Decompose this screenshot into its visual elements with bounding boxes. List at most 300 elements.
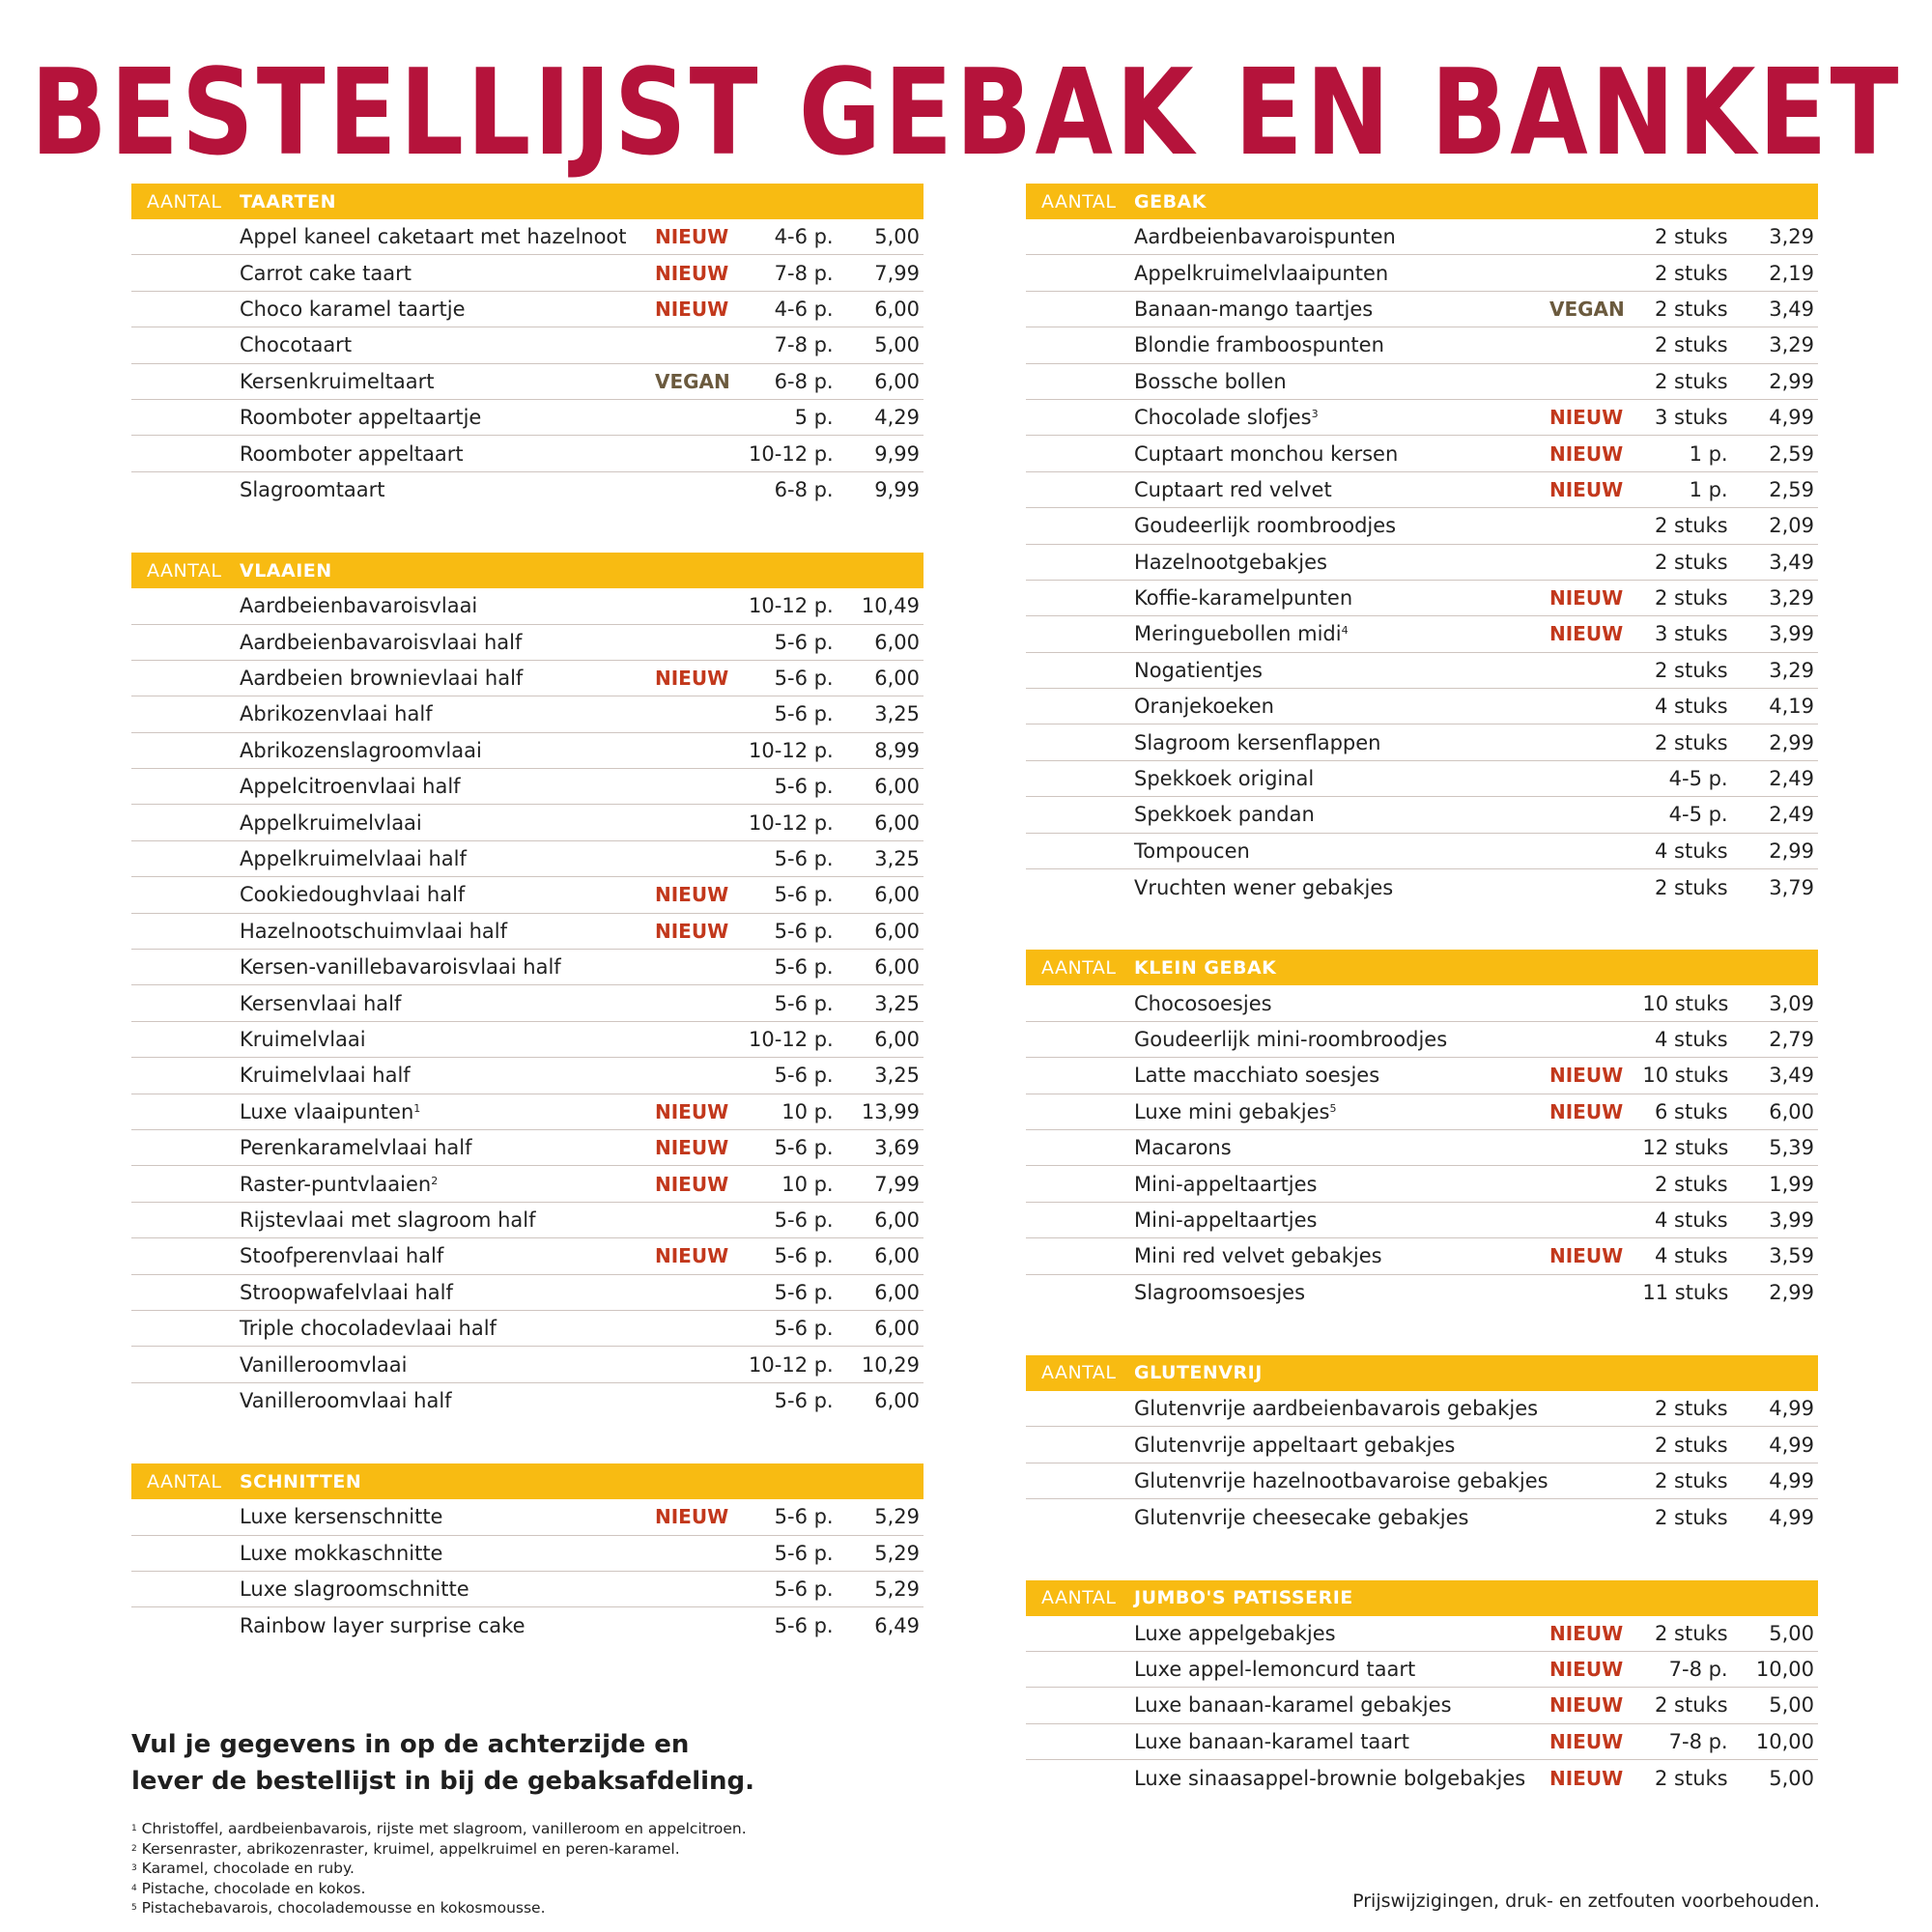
- product-quantity: 5-6 p.: [774, 1208, 834, 1232]
- product-row: [131, 1499, 923, 1535]
- product-price: 6,00: [874, 883, 920, 907]
- section-title: GLUTENVRIJ: [1134, 1362, 1263, 1384]
- product-quantity: 5-6 p.: [774, 847, 834, 871]
- product-name: [1134, 1173, 1549, 1196]
- footnote-line: [131, 1819, 904, 1839]
- product-name-text: Carrot cake taart: [240, 261, 412, 285]
- product-quantity: 4-6 p.: [774, 225, 834, 249]
- product-quantity: 3 stuks: [1654, 406, 1728, 430]
- product-name-text: Hazelnootgebakjes: [1134, 550, 1327, 574]
- product-name: [240, 478, 655, 501]
- product-row: [131, 877, 923, 913]
- product-price: 10,00: [1755, 1729, 1814, 1753]
- nieuw-badge: NIEUW: [655, 1244, 729, 1268]
- aantal-label: AANTAL: [1041, 190, 1117, 213]
- nieuw-badge: NIEUW: [1549, 406, 1624, 430]
- product-quantity: 10 stuks: [1642, 991, 1729, 1015]
- product-name-text: Rijstevlaai met slagroom half: [240, 1208, 536, 1232]
- product-name-text: Mini red velvet gebakjes: [1134, 1244, 1382, 1268]
- product-quantity: 10 p.: [781, 1099, 834, 1123]
- product-name: [240, 739, 655, 762]
- section-header: [1026, 184, 1818, 219]
- footnote-text: Karamel, chocolade en ruby.: [141, 1860, 355, 1877]
- nieuw-badge: NIEUW: [655, 1172, 729, 1196]
- product-quantity: 5-6 p.: [774, 883, 834, 907]
- product-name: [1134, 298, 1549, 321]
- product-price: 4,99: [1769, 1468, 1814, 1492]
- product-name-text: Perenkaramelvlaai half: [240, 1136, 472, 1160]
- product-name-text: Abrikozenvlaai half: [240, 702, 433, 726]
- product-name-text: Blondie framboospunten: [1134, 333, 1384, 357]
- product-price: 2,49: [1769, 803, 1814, 827]
- product-price: 6,00: [1769, 1099, 1814, 1123]
- product-price: 4,29: [874, 406, 920, 430]
- product-name-text: Luxe banaan-karamel gebakjes: [1134, 1693, 1452, 1718]
- product-row: [131, 327, 923, 363]
- product-price: 6,00: [874, 1244, 920, 1268]
- product-name-text: Vanilleroomvlaai half: [240, 1389, 452, 1413]
- product-row: [131, 733, 923, 769]
- product-quantity: 5-6 p.: [774, 702, 834, 726]
- product-name-text: Kersenkruimeltaart: [240, 369, 435, 393]
- product-row: [131, 1536, 923, 1572]
- product-row: [1026, 292, 1818, 327]
- product-row: [1026, 985, 1818, 1021]
- product-name: [240, 1317, 655, 1340]
- footnotes: [131, 1819, 904, 1918]
- product-price: 5,00: [1769, 1621, 1814, 1645]
- product-row: [1026, 364, 1818, 400]
- product-name-text: Kersen-vanillebavaroisvlaai half: [240, 955, 561, 980]
- product-row: [1026, 1058, 1818, 1094]
- product-name-text: Luxe kersenschnitte: [240, 1505, 443, 1529]
- product-row: [1026, 400, 1818, 436]
- section-title: TAARTEN: [240, 190, 337, 213]
- product-row: [131, 1130, 923, 1166]
- product-name-text: Aardbeienbavaroisvlaai half: [240, 630, 523, 654]
- product-quantity: 5 p.: [794, 406, 834, 430]
- section-glutenvrij: [1026, 1355, 1818, 1536]
- product-row: [131, 914, 923, 950]
- product-quantity: 4 stuks: [1654, 838, 1728, 863]
- product-quantity: 10-12 p.: [749, 441, 834, 466]
- product-quantity: 2 stuks: [1654, 261, 1728, 285]
- product-name: [1134, 478, 1549, 501]
- product-price: 5,00: [874, 333, 920, 357]
- product-name-text: Luxe mini gebakjes: [1134, 1099, 1330, 1123]
- product-name: [240, 920, 655, 943]
- product-name: [240, 442, 655, 466]
- product-quantity: 10-12 p.: [749, 738, 834, 762]
- product-price: 4,99: [1769, 406, 1814, 430]
- product-price: 10,00: [1755, 1658, 1814, 1682]
- product-quantity: 2 stuks: [1654, 730, 1728, 754]
- item-list: [131, 219, 923, 508]
- product-price: 3,09: [1769, 991, 1814, 1015]
- product-name: [1134, 1244, 1549, 1267]
- product-row: [131, 219, 923, 255]
- instruction-line: Vul je gegevens in op de achterzijde en: [131, 1730, 690, 1759]
- product-row: [1026, 761, 1818, 797]
- product-row: [131, 588, 923, 624]
- nieuw-badge: NIEUW: [1549, 1621, 1624, 1645]
- product-quantity: 2 stuks: [1654, 1468, 1728, 1492]
- product-price: 3,25: [874, 1064, 920, 1088]
- product-quantity: 5-6 p.: [774, 1280, 834, 1304]
- product-row: [131, 1238, 923, 1274]
- nieuw-badge: NIEUW: [655, 261, 729, 285]
- product-name: [240, 1173, 655, 1196]
- product-quantity: 5-6 p.: [774, 667, 834, 691]
- product-row: [131, 1166, 923, 1202]
- product-price: 3,49: [1769, 550, 1814, 574]
- footnote-number: 3: [131, 1863, 137, 1873]
- product-quantity: 4 stuks: [1654, 695, 1728, 719]
- product-price: 3,29: [1769, 225, 1814, 249]
- product-name: [240, 594, 655, 617]
- product-row: [1026, 1463, 1818, 1499]
- product-name: [240, 262, 655, 285]
- product-quantity: 5-6 p.: [774, 1541, 834, 1565]
- product-price: 7,99: [874, 261, 920, 285]
- section-header: [131, 1463, 923, 1499]
- footnote-number: 5: [131, 1903, 137, 1913]
- footnote-text: Kersenraster, abrikozenraster, kruimel, appelkruimel en peren-karamel.: [141, 1839, 680, 1858]
- product-quantity: 7-8 p.: [774, 261, 834, 285]
- product-name-text: Nogatientjes: [1134, 658, 1263, 682]
- product-row: [1026, 1688, 1818, 1723]
- product-quantity: 5-6 p.: [774, 1577, 834, 1602]
- product-name: [1134, 514, 1549, 537]
- product-name-text: Cookiedoughvlaai half: [240, 883, 466, 907]
- product-price: 5,39: [1769, 1136, 1814, 1160]
- product-name: [1134, 876, 1549, 899]
- product-name: [240, 1244, 655, 1267]
- product-name: [1134, 1658, 1549, 1681]
- nieuw-badge: NIEUW: [1549, 1693, 1624, 1718]
- page-title: BESTELLIJST GEBAK EN BANKET: [30, 43, 1902, 183]
- product-quantity: 2 stuks: [1654, 297, 1728, 321]
- section-klein-gebak: [1026, 950, 1818, 1311]
- product-quantity: 1 p.: [1689, 441, 1728, 466]
- item-list: [1026, 1391, 1818, 1536]
- product-row: [1026, 616, 1818, 652]
- product-quantity: 5-6 p.: [774, 1244, 834, 1268]
- product-quantity: 2 stuks: [1654, 875, 1728, 899]
- product-name: [1134, 1730, 1549, 1753]
- footnote-text: Pistachebavarois, chocolademousse en kokosmousse.: [141, 1899, 546, 1917]
- product-row: [131, 1094, 923, 1130]
- product-price: 3,99: [1769, 1208, 1814, 1232]
- section-header: [131, 184, 923, 219]
- product-name: [1134, 442, 1549, 466]
- product-price: 2,59: [1769, 441, 1814, 466]
- product-price: 6,00: [874, 667, 920, 691]
- product-name-text: Mini-appeltaartjes: [1134, 1208, 1318, 1232]
- product-quantity: 7-8 p.: [774, 333, 834, 357]
- product-row: [131, 1311, 923, 1347]
- product-name-text: Goudeerlijk roombroodjes: [1134, 514, 1397, 538]
- product-price: 6,00: [874, 1028, 920, 1051]
- product-name: [240, 775, 655, 798]
- product-name-text: Appelcitroenvlaai half: [240, 775, 461, 799]
- product-name: [1134, 622, 1549, 645]
- product-name-text: Meringuebollen midi: [1134, 622, 1342, 646]
- product-row: [1026, 724, 1818, 760]
- product-quantity: 2 stuks: [1654, 658, 1728, 682]
- product-price: 6,00: [874, 630, 920, 654]
- product-name-text: Appelkruimelvlaai half: [240, 847, 467, 871]
- product-quantity: 4 stuks: [1654, 1028, 1728, 1051]
- product-price: 6,00: [874, 955, 920, 980]
- product-row: [1026, 869, 1818, 905]
- product-name: [1134, 731, 1549, 754]
- product-quantity: 4-6 p.: [774, 297, 834, 321]
- product-price: 3,29: [1769, 586, 1814, 611]
- product-quantity: 4 stuks: [1654, 1244, 1728, 1268]
- product-row: [131, 1383, 923, 1419]
- product-quantity: 5-6 p.: [774, 991, 834, 1015]
- product-price: 3,69: [874, 1136, 920, 1160]
- product-name-text: Goudeerlijk mini-roombroodjes: [1134, 1028, 1448, 1051]
- product-name-text: Chocolade slofjes: [1134, 406, 1312, 430]
- product-quantity: 2 stuks: [1654, 333, 1728, 357]
- nieuw-badge: NIEUW: [655, 883, 729, 907]
- product-name: [1134, 1506, 1549, 1529]
- product-name: [240, 1542, 655, 1565]
- product-quantity: 3 stuks: [1654, 622, 1728, 646]
- product-name: [1134, 1693, 1549, 1717]
- product-row: [131, 1347, 923, 1382]
- product-quantity: 5-6 p.: [774, 1317, 834, 1341]
- aantal-label: AANTAL: [147, 1470, 222, 1492]
- product-price: 3,25: [874, 847, 920, 871]
- footnote-number: 1: [131, 1824, 137, 1833]
- product-quantity: 2 stuks: [1654, 1397, 1728, 1421]
- product-name: [1134, 1622, 1549, 1645]
- product-row: [131, 1572, 923, 1607]
- product-row: [131, 400, 923, 436]
- product-price: 5,29: [874, 1505, 920, 1529]
- product-name-text: Aardbeienbavaroisvlaai: [240, 594, 478, 618]
- product-name-text: Bossche bollen: [1134, 369, 1287, 393]
- product-row: [1026, 1275, 1818, 1311]
- aantal-label: AANTAL: [1041, 1587, 1117, 1608]
- product-price: 3,79: [1769, 875, 1814, 899]
- product-price: 6,00: [874, 297, 920, 321]
- product-row: [1026, 1652, 1818, 1688]
- product-price: 6,00: [874, 1208, 920, 1232]
- product-row: [1026, 581, 1818, 616]
- product-price: 9,99: [874, 478, 920, 502]
- product-row: [131, 1058, 923, 1094]
- product-name-text: Latte macchiato soesjes: [1134, 1064, 1380, 1088]
- disclaimer: Prijswijzigingen, druk- en zetfouten voorbehouden.: [1352, 1890, 1820, 1912]
- product-name: [240, 1577, 655, 1601]
- product-quantity: 6-8 p.: [774, 478, 834, 502]
- footnote-marker: 2: [431, 1174, 439, 1187]
- product-quantity: 7-8 p.: [1668, 1729, 1728, 1753]
- product-name: [1134, 1100, 1549, 1123]
- item-list: [131, 588, 923, 1419]
- product-price: 2,19: [1769, 261, 1814, 285]
- footnote-text: Pistache, chocolade en kokos.: [141, 1879, 366, 1897]
- product-quantity: 2 stuks: [1654, 550, 1728, 574]
- product-row: [131, 805, 923, 840]
- product-quantity: 5-6 p.: [774, 1064, 834, 1088]
- product-name: [1134, 1208, 1549, 1232]
- product-name-text: Kruimelvlaai: [240, 1028, 366, 1051]
- section-title: KLEIN GEBAK: [1134, 956, 1277, 979]
- product-name: [240, 406, 655, 429]
- section-title: GEBAK: [1134, 190, 1207, 213]
- product-price: 3,59: [1769, 1244, 1814, 1268]
- section-header: [1026, 950, 1818, 985]
- product-name: [240, 1505, 655, 1528]
- product-row: [1026, 545, 1818, 581]
- product-quantity: 4-5 p.: [1668, 803, 1728, 827]
- instruction-line: lever de bestellijst in bij de gebaksafdeling.: [131, 1767, 755, 1796]
- product-row: [1026, 436, 1818, 471]
- product-quantity: 10-12 p.: [749, 1352, 834, 1377]
- product-row: [131, 1607, 923, 1643]
- product-name: [1134, 1434, 1549, 1457]
- product-price: 3,49: [1769, 1064, 1814, 1088]
- product-name: [240, 667, 655, 690]
- product-quantity: 5-6 p.: [774, 955, 834, 980]
- product-name: [240, 1208, 655, 1232]
- section-title: SCHNITTEN: [240, 1470, 362, 1492]
- nieuw-badge: NIEUW: [1549, 622, 1624, 646]
- product-price: 4,99: [1769, 1505, 1814, 1529]
- product-name: [240, 1100, 655, 1123]
- product-name: [1134, 1281, 1549, 1304]
- product-quantity: 11 stuks: [1642, 1281, 1729, 1305]
- product-row: [131, 1203, 923, 1238]
- product-name: [1134, 225, 1549, 248]
- product-name-text: Vanilleroomvlaai: [240, 1352, 408, 1377]
- section-title: VLAAIEN: [240, 559, 332, 582]
- product-name-text: Luxe sinaasappel-brownie bolgebakjes: [1134, 1766, 1526, 1790]
- item-list: [1026, 985, 1818, 1311]
- product-row: [131, 1275, 923, 1311]
- product-quantity: 10-12 p.: [749, 810, 834, 835]
- nieuw-badge: NIEUW: [655, 297, 729, 321]
- product-row: [1026, 508, 1818, 544]
- nieuw-badge: NIEUW: [655, 1505, 729, 1529]
- product-price: 6,00: [874, 1280, 920, 1304]
- product-name-text: Kruimelvlaai half: [240, 1064, 411, 1088]
- product-name: [240, 992, 655, 1015]
- product-name: [1134, 1028, 1549, 1051]
- product-quantity: 4-5 p.: [1668, 767, 1728, 791]
- product-quantity: 2 stuks: [1654, 514, 1728, 538]
- footnote-marker: 3: [1311, 408, 1319, 421]
- product-name-text: Banaan-mango taartjes: [1134, 297, 1374, 321]
- footnote-number: 4: [131, 1883, 137, 1893]
- right-column: [1026, 184, 1818, 1840]
- product-price: 5,00: [1769, 1766, 1814, 1790]
- aantal-label: AANTAL: [147, 190, 222, 213]
- product-name-text: Stoofperenvlaai half: [240, 1244, 444, 1268]
- product-name: [1134, 1469, 1549, 1492]
- product-quantity: 7-8 p.: [1668, 1658, 1728, 1682]
- product-name-text: Glutenvrije hazelnootbavaroise gebakjes: [1134, 1468, 1548, 1492]
- product-name: [240, 811, 655, 835]
- product-row: [1026, 1391, 1818, 1427]
- product-name-text: Luxe mokkaschnitte: [240, 1541, 443, 1565]
- product-quantity: 2 stuks: [1654, 1621, 1728, 1645]
- product-name-text: Glutenvrije cheesecake gebakjes: [1134, 1505, 1469, 1529]
- nieuw-badge: NIEUW: [1549, 1244, 1624, 1268]
- product-quantity: 2 stuks: [1654, 1433, 1728, 1457]
- product-quantity: 10 p.: [781, 1172, 834, 1196]
- product-price: 6,00: [874, 1389, 920, 1413]
- product-name-text: Appel kaneel caketaart met hazelnoot: [240, 225, 627, 249]
- product-name-text: Raster-puntvlaaien: [240, 1172, 432, 1196]
- product-quantity: 2 stuks: [1654, 1693, 1728, 1718]
- nieuw-badge: NIEUW: [1549, 586, 1624, 611]
- product-name-text: Rainbow layer surprise cake: [240, 1613, 526, 1637]
- product-name: [240, 1136, 655, 1159]
- product-price: 4,19: [1769, 695, 1814, 719]
- product-price: 10,49: [861, 594, 920, 618]
- product-name-text: Abrikozenslagroomvlaai: [240, 738, 482, 762]
- product-name-text: Cuptaart monchou kersen: [1134, 441, 1399, 466]
- product-row: [1026, 1166, 1818, 1202]
- product-price: 2,99: [1769, 730, 1814, 754]
- product-quantity: 5-6 p.: [774, 1136, 834, 1160]
- product-name-text: Mini-appeltaartjes: [1134, 1172, 1318, 1196]
- product-quantity: 1 p.: [1689, 477, 1728, 501]
- product-name: [1134, 1064, 1549, 1087]
- product-price: 3,49: [1769, 297, 1814, 321]
- product-name: [1134, 695, 1549, 718]
- product-row: [1026, 689, 1818, 724]
- footnote-line: [131, 1879, 904, 1899]
- product-name-text: Stroopwafelvlaai half: [240, 1280, 453, 1304]
- product-quantity: 12 stuks: [1642, 1136, 1729, 1160]
- product-name: [240, 702, 655, 725]
- product-name-text: Cuptaart red velvet: [1134, 477, 1332, 501]
- product-name-text: Slagroom kersenflappen: [1134, 730, 1381, 754]
- product-row: [131, 769, 923, 805]
- product-name-text: Slagroomsoesjes: [1134, 1281, 1306, 1305]
- product-price: 6,00: [874, 810, 920, 835]
- product-price: 6,00: [874, 919, 920, 943]
- product-name-text: Kersenvlaai half: [240, 991, 402, 1015]
- product-name: [1134, 551, 1549, 574]
- product-price: 3,29: [1769, 333, 1814, 357]
- product-price: 1,99: [1769, 1172, 1814, 1196]
- product-price: 5,00: [874, 225, 920, 249]
- product-quantity: 5-6 p.: [774, 1389, 834, 1413]
- product-name: [240, 1281, 655, 1304]
- product-price: 6,00: [874, 1317, 920, 1341]
- product-row: [1026, 1499, 1818, 1535]
- product-name: [240, 298, 655, 321]
- product-quantity: 4 stuks: [1654, 1208, 1728, 1232]
- product-name: [1134, 370, 1549, 393]
- product-name: [240, 225, 655, 248]
- section-jumbo-s-patisserie: [1026, 1580, 1818, 1797]
- product-name-text: Hazelnootschuimvlaai half: [240, 919, 507, 943]
- product-row: [1026, 1238, 1818, 1274]
- product-quantity: 5-6 p.: [774, 919, 834, 943]
- product-quantity: 6-8 p.: [774, 369, 834, 393]
- product-row: [1026, 1022, 1818, 1058]
- product-name: [1134, 1397, 1549, 1420]
